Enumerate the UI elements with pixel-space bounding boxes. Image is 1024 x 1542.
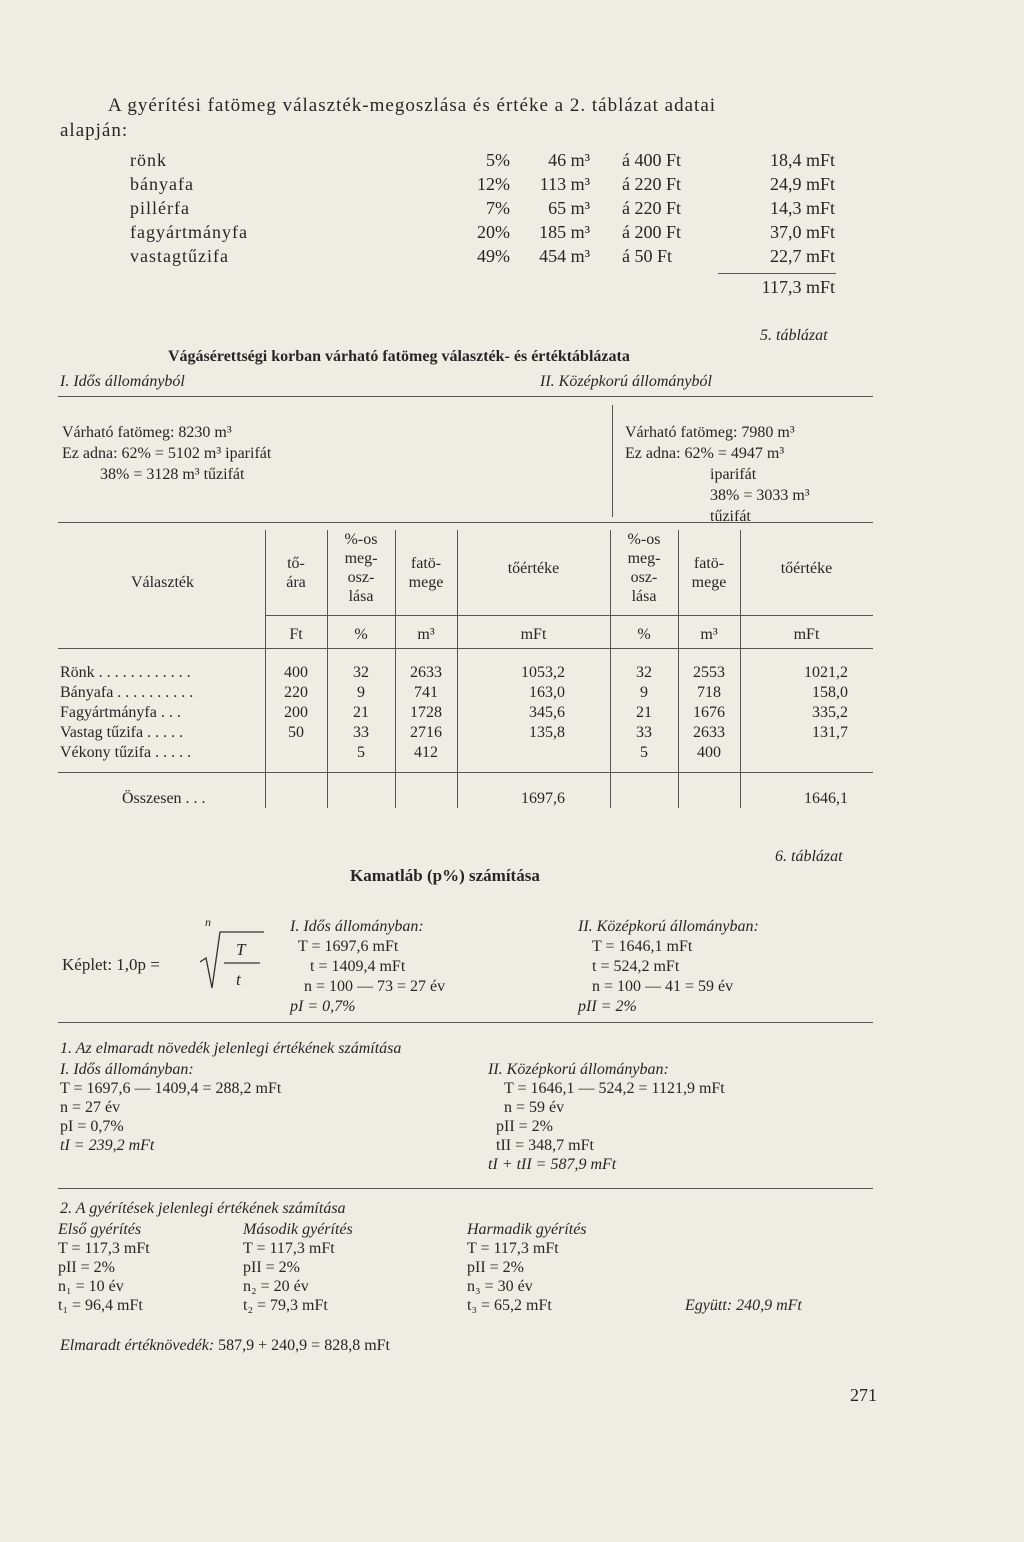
hdr-pct-2 <box>610 530 678 606</box>
assortment-pct: 5% <box>486 150 510 170</box>
intro-line-1: A gyérítési fatömeg választék-megoszlása és értéke a 2. táblázat adatai <box>108 95 717 116</box>
hdr-pct-2-d: lása <box>631 588 657 605</box>
right-info-line2: Ez adna: 62% = 4947 m³ <box>625 445 785 462</box>
unit-m3-1: m³ <box>417 626 435 643</box>
hdr-fatomege-2-a: fatö- <box>693 555 725 572</box>
s1-left-head: I. Idős állományban: <box>60 1061 194 1078</box>
table5-cell-price: 220 <box>284 684 308 701</box>
s2-c1-l2: pII = 2% <box>58 1259 116 1276</box>
hdr-pct-2-c: osz- <box>630 569 658 586</box>
hdr-toara <box>265 554 327 592</box>
table5-info-divider <box>612 405 613 517</box>
sum-line <box>718 273 836 274</box>
col1-n: n = 100 — 73 = 27 év <box>304 978 446 995</box>
s2-c1-l1: T = 117,3 mFt <box>58 1240 150 1257</box>
table5-cell-p1: 9 <box>357 684 365 701</box>
total-rule <box>58 772 873 773</box>
formula-T: T <box>236 940 246 959</box>
s1-right-head: II. Középkorú állományban: <box>488 1061 669 1078</box>
table5-cell-val2: 131,7 <box>812 724 848 741</box>
assortment-vol: 454 m³ <box>539 246 590 266</box>
table5-cell-p2: 5 <box>640 744 648 761</box>
table6-col1 <box>290 917 445 1017</box>
table5-cell-val2: 1021,2 <box>804 664 848 681</box>
assortment-price: á 220 Ft <box>622 198 682 218</box>
s1-right-l1: T = 1646,1 — 524,2 = 1121,9 mFt <box>504 1080 725 1097</box>
hdr-fatomege-2-b: mege <box>691 574 727 591</box>
table5-cell-v1: 412 <box>414 744 438 761</box>
table5-cell-name: Vastag tűzifa . . . . . <box>60 724 184 741</box>
table5-cell-p2: 9 <box>640 684 648 701</box>
section2-col2 <box>243 1220 353 1315</box>
unit-pct-2: % <box>637 626 651 643</box>
hdr-toara-2: ára <box>286 574 306 591</box>
right-info <box>625 422 810 527</box>
hdr-fatomege-1-b: mege <box>408 574 444 591</box>
assortment-pct: 20% <box>477 222 510 242</box>
total-label: Összesen . . . <box>122 790 206 807</box>
s2-c2-head: Második gyérítés <box>243 1221 353 1238</box>
assortment-name: vastagtűzifa <box>130 246 229 266</box>
s1-left-l2: n = 27 év <box>60 1099 121 1116</box>
table5-cell-val1: 163,0 <box>529 684 565 701</box>
table5-cell-val1: 345,6 <box>529 704 565 721</box>
left-info-line3: 38% = 3128 m³ tűzifát <box>100 466 245 483</box>
intro-line-2: alapján: <box>60 120 129 141</box>
unit-mft-2: mFt <box>793 626 820 643</box>
table5-cell-name: Bányafa . . . . . . . . . . <box>60 684 194 701</box>
table5-title: Vágásérettségi korban várható fatömeg választék- és értéktáblázata <box>168 348 630 365</box>
s2-c3-l2: pII = 2% <box>467 1259 525 1276</box>
s1-right-l4: tII = 348,7 mFt <box>496 1137 594 1154</box>
s2-c2-l4: t₂ = 79,3 mFt <box>243 1297 328 1314</box>
section2-together: Együtt: 240,9 mFt <box>685 1297 802 1314</box>
section1-right <box>488 1060 725 1174</box>
table5-cell-name: Vékony tűzifa . . . . . <box>60 744 192 761</box>
formula-t: t <box>236 970 241 989</box>
assortment-value: 22,7 mFt <box>769 246 835 266</box>
assortment-price: á 400 Ft <box>622 150 682 170</box>
left-info-line2: Ez adna: 62% = 5102 m³ iparifát <box>62 445 272 462</box>
table5-cell-v2: 2553 <box>693 664 725 681</box>
table5-cell-price: 200 <box>284 704 308 721</box>
formula-label: Képlet: 1,0p = <box>62 955 160 974</box>
summary <box>60 1337 390 1355</box>
s1-right-l2: n = 59 év <box>504 1099 565 1116</box>
table5-cell-val1: 1053,2 <box>521 664 565 681</box>
body-rule <box>58 648 873 649</box>
table5-cell-p1: 32 <box>353 664 369 681</box>
assortment-name: rönk <box>130 150 167 170</box>
s1-left-l4: tI = 239,2 mFt <box>60 1137 155 1154</box>
assortment-value: 24,9 mFt <box>769 174 835 194</box>
hdr-pct-1-d: lása <box>348 588 374 605</box>
s2-c2-l1: T = 117,3 mFt <box>243 1240 335 1257</box>
units-rule <box>265 615 873 616</box>
hdr-pct-2-a: %-os <box>627 531 661 548</box>
section2-rule <box>58 1188 873 1189</box>
s2-c3-head: Harmadik gyérítés <box>467 1221 587 1238</box>
col1-t: t = 1409,4 mFt <box>310 958 406 975</box>
col2-T: T = 1646,1 mFt <box>592 938 693 955</box>
assortment-price: á 200 Ft <box>622 222 682 242</box>
table5-cell-p1: 21 <box>353 704 369 721</box>
formula-n: n <box>205 915 211 929</box>
unit-mft-1: mFt <box>520 626 547 643</box>
table5-cell-v2: 2633 <box>693 724 725 741</box>
col2-head: II. Középkorú állományban: <box>578 918 759 935</box>
s2-c2-l2: pII = 2% <box>243 1259 301 1276</box>
radical-sign-icon <box>198 930 266 990</box>
hdr-toerteke-1: tőértéke <box>507 560 560 577</box>
hdr-fatomege-1-a: fatö- <box>410 555 442 572</box>
assortment-name: bányafa <box>130 174 194 194</box>
s2-c1-head: Első gyérítés <box>58 1221 142 1238</box>
table5-cell-name: Fagyártmányfa . . . <box>60 704 181 721</box>
assortment-name: fagyártmányfa <box>130 222 248 242</box>
total-val1: 1697,6 <box>521 790 565 807</box>
assortment-vol: 113 m³ <box>539 174 590 194</box>
col1-head: I. Idős állományban: <box>290 918 424 935</box>
table5-cell-v2: 1676 <box>693 704 725 721</box>
s2-c3-l4: t₃ = 65,2 mFt <box>467 1297 552 1314</box>
assortment-vol: 65 m³ <box>548 198 590 218</box>
table5-cell-v2: 400 <box>697 744 721 761</box>
hdr-toara-1: tő- <box>287 555 305 572</box>
section2-title: 2. A gyérítések jelenlegi értékének számítása <box>60 1200 346 1217</box>
col1-T: T = 1697,6 mFt <box>298 938 399 955</box>
hdr-fatomege-2 <box>678 554 740 592</box>
s2-c1-l3: n₁ = 10 év <box>58 1278 124 1295</box>
col1-p: pI = 0,7% <box>290 998 356 1015</box>
table5-cell-p2: 21 <box>636 704 652 721</box>
hdr-pct-1-b: meg- <box>344 550 378 567</box>
right-info-line5: tűzifát <box>710 508 751 525</box>
hdr-pct-2-b: meg- <box>627 550 661 567</box>
table6-label: 6. táblázat <box>775 848 843 865</box>
section1-title: 1. Az elmaradt növedék jelenlegi értékének számítása <box>60 1040 402 1057</box>
table5-cell-val2: 335,2 <box>812 704 848 721</box>
unit-m3-2: m³ <box>700 626 718 643</box>
table5-section2: II. Középkorú állományból <box>540 373 712 390</box>
table5-label: 5. táblázat <box>760 327 828 344</box>
left-info <box>62 422 271 485</box>
summary-label: Elmaradt értéknövedék: <box>60 1337 215 1354</box>
table5-cell-val2: 158,0 <box>812 684 848 701</box>
assortment-value: 37,0 mFt <box>769 222 835 242</box>
table5-cell-p2: 32 <box>636 664 652 681</box>
col2-p: pII = 2% <box>578 998 637 1015</box>
unit-pct-1: % <box>354 626 368 643</box>
s1-right-l3: pII = 2% <box>496 1118 554 1135</box>
table6-title: Kamatláb (p%) számítása <box>350 866 540 885</box>
assortment-price: á 50 Ft <box>622 246 673 266</box>
s2-c2-l3: n₂ = 20 év <box>243 1278 309 1295</box>
right-info-line1: Várható fatömeg: 7980 m³ <box>625 424 795 441</box>
right-info-line3: iparifát <box>710 466 757 483</box>
hdr-valasztek: Választék <box>130 574 195 591</box>
page-number: 271 <box>850 1385 877 1405</box>
s2-c3-l1: T = 117,3 mFt <box>467 1240 559 1257</box>
table5-cell-p2: 33 <box>636 724 652 741</box>
table5-section1: I. Idős állományból <box>60 373 185 390</box>
table5-cell-val1: 135,8 <box>529 724 565 741</box>
table5-cell-v1: 2633 <box>410 664 442 681</box>
hdr-fatomege-1 <box>395 554 457 592</box>
table5-cell-v2: 718 <box>697 684 721 701</box>
table5-cell-v1: 1728 <box>410 704 442 721</box>
section1-left <box>60 1060 281 1155</box>
assortment-total: 117,3 mFt <box>761 277 835 297</box>
assortment-name: pillérfa <box>130 198 190 218</box>
table5-cell-p1: 33 <box>353 724 369 741</box>
assortment-vol: 46 m³ <box>548 150 590 170</box>
hdr-pct-1 <box>327 530 395 606</box>
assortment-pct: 7% <box>486 198 510 218</box>
section2-col3 <box>467 1220 587 1315</box>
unit-ft: Ft <box>289 626 303 643</box>
s1-right-l5: tI + tII = 587,9 mFt <box>488 1156 617 1173</box>
left-info-line1: Várható fatömeg: 8230 m³ <box>62 424 232 441</box>
s1-left-l3: pI = 0,7% <box>60 1118 124 1135</box>
assortment-pct: 49% <box>477 246 510 266</box>
assortment-vol: 185 m³ <box>539 222 590 242</box>
col2-n: n = 100 — 41 = 59 év <box>592 978 734 995</box>
table5-cell-p1: 5 <box>357 744 365 761</box>
hdr-pct-1-a: %-os <box>344 531 378 548</box>
assortment-price: á 220 Ft <box>622 174 682 194</box>
table5-cell-v1: 741 <box>414 684 438 701</box>
s1-left-l1: T = 1697,6 — 1409,4 = 288,2 mFt <box>60 1080 282 1097</box>
col2-t: t = 524,2 mFt <box>592 958 680 975</box>
table5-cell-price: 50 <box>288 724 304 741</box>
section2-col1 <box>58 1220 150 1315</box>
table5-header-rule <box>58 522 873 523</box>
table5-cell-v1: 2716 <box>410 724 442 741</box>
hdr-pct-1-c: osz- <box>347 569 375 586</box>
s2-c1-l4: t₁ = 96,4 mFt <box>58 1297 143 1314</box>
assortment-value: 14,3 mFt <box>769 198 835 218</box>
right-info-line4: 38% = 3033 m³ <box>710 487 810 504</box>
table5-cell-name: Rönk . . . . . . . . . . . . <box>60 664 191 681</box>
table6-col2 <box>578 917 759 1017</box>
assortment-value: 18,4 mFt <box>769 150 835 170</box>
section1-rule <box>58 1022 873 1023</box>
s2-c3-l3: n₃ = 30 év <box>467 1278 533 1295</box>
summary-value: 587,9 + 240,9 = 828,8 mFt <box>218 1337 390 1354</box>
assortment-pct: 12% <box>477 174 510 194</box>
table5-top-rule <box>58 396 873 397</box>
hdr-toerteke-2: tőértéke <box>780 560 833 577</box>
total-val2: 1646,1 <box>804 790 848 807</box>
table5-cell-price: 400 <box>284 664 308 681</box>
